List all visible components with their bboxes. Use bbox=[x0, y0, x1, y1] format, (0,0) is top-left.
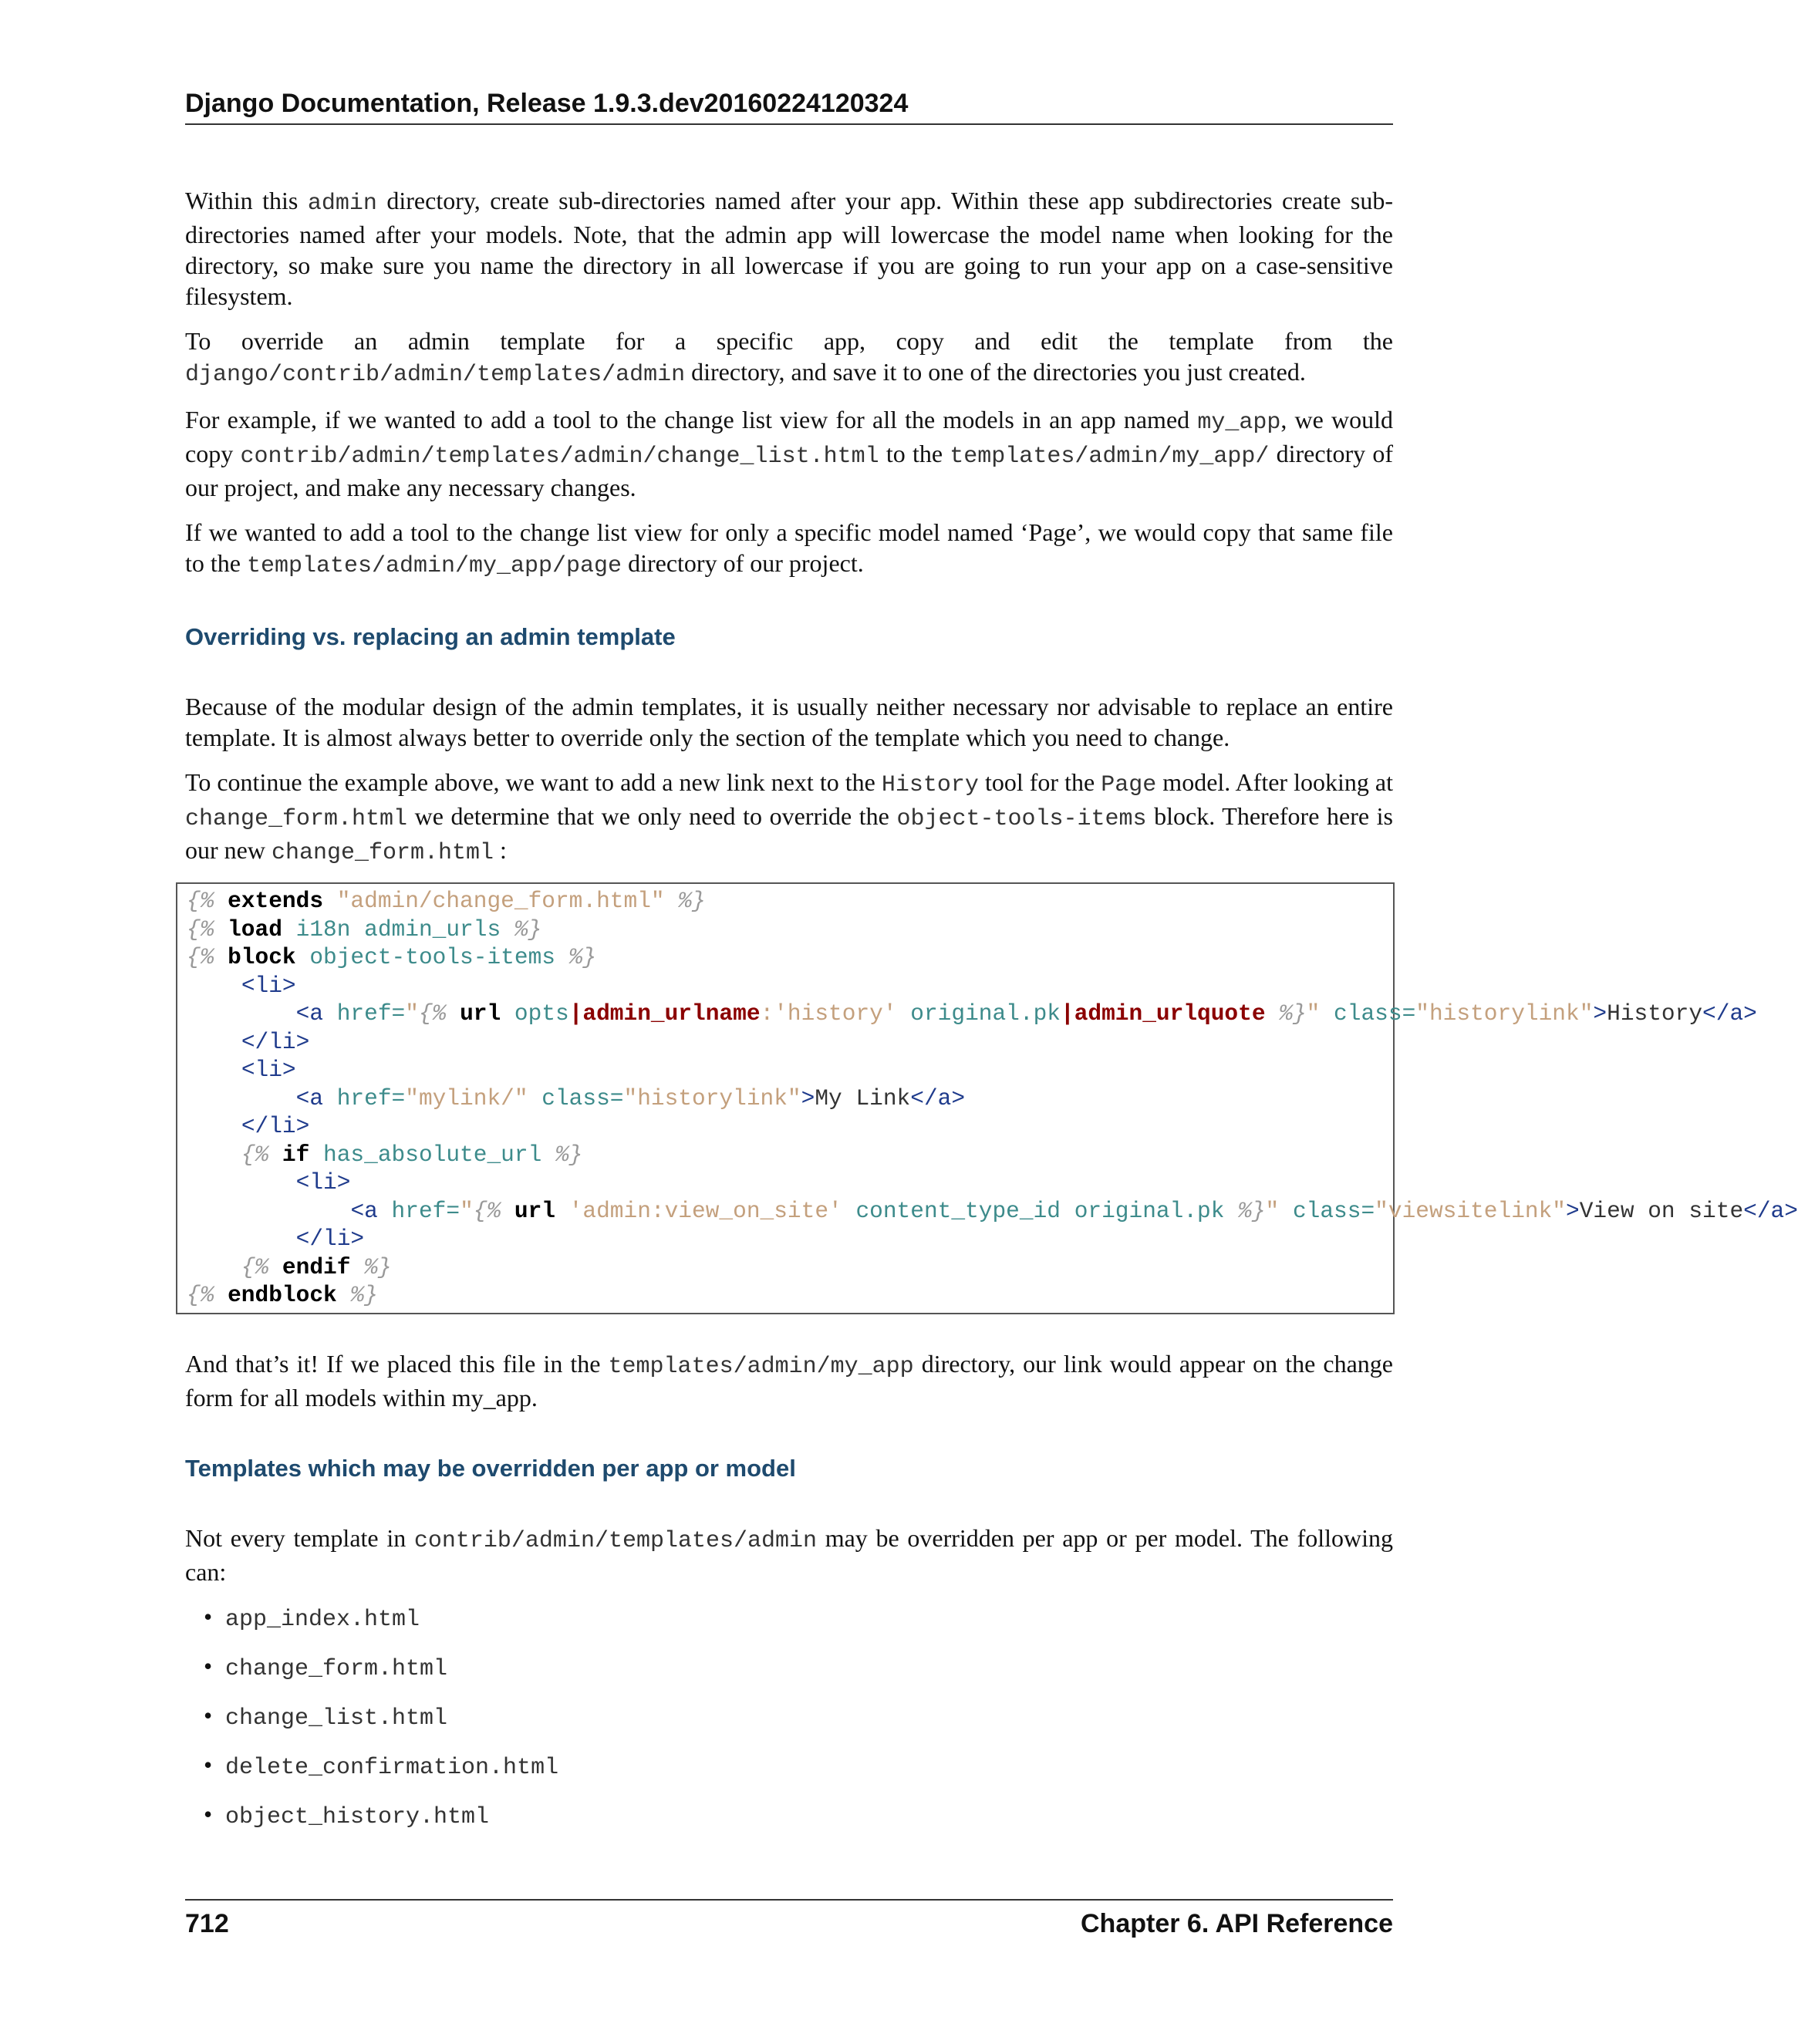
bullet: • bbox=[204, 1651, 213, 1680]
list-item: • delete_confirmation.html bbox=[204, 1750, 559, 1781]
code-line: {% load i18n admin_urls %} bbox=[187, 916, 542, 943]
code-line: </li> bbox=[295, 1226, 365, 1252]
code-line: {% endif %} bbox=[241, 1253, 392, 1280]
code-line: <a href="mylink/" class="historylink">My Link</a> bbox=[295, 1084, 966, 1111]
inline-code: templates/admin/my_app/ bbox=[950, 444, 1270, 470]
code-block-change-form bbox=[176, 882, 1798, 1314]
code-line: </li> bbox=[241, 1028, 310, 1055]
list-item: • app_index.html bbox=[204, 1602, 420, 1633]
code-line: <li> bbox=[241, 1057, 296, 1083]
code-line: {% endblock %} bbox=[187, 1282, 378, 1308]
code-line: <a href="{% url 'admin:view_on_site' content_type_id original.pk %}" class="viewsitelink">View on site</a> bbox=[350, 1197, 1798, 1224]
paragraph-not-every-template: Not every template in contrib/admin/templates/admin may be overridden per app or per model. The following can: bbox=[185, 1523, 1394, 1586]
inline-code: change_form.html bbox=[271, 840, 494, 866]
inline-code: object-tools-items bbox=[896, 806, 1147, 832]
paragraph-modular-design: Because of the modular design of the admin templates, it is usually neither necessary nor advisable to replace an entire template. It is almost always better to override only the section of the template which you need to change. bbox=[185, 693, 1393, 751]
chapter-title: Chapter 6. API Reference bbox=[1081, 1909, 1393, 1938]
inline-code: django/contrib/admin/templates/admin bbox=[185, 362, 686, 388]
section-heading-templates-overridable: Templates which may be overridden per app or model bbox=[185, 1454, 796, 1482]
bullet: • bbox=[204, 1799, 213, 1828]
running-header: Django Documentation, Release 1.9.3.dev20160224120324 bbox=[185, 86, 1393, 125]
code-line: <a href="{% url opts|admin_urlname:'history' original.pk|admin_urlquote %}" class="historylink">History</a> bbox=[295, 1000, 1757, 1027]
inline-code: contrib/admin/templates/admin bbox=[413, 1527, 817, 1554]
paragraph-directory-structure: Within this admin directory, create sub-directories named after your app. Within these app subdirectories create sub-directories named after your models. Note, that the admin app will lowercase the model name when looking for the directory, so make sure you name the directory in all lowercase if you are going to run your app on a case-sensitive filesystem. bbox=[185, 187, 1394, 310]
list-item: • object_history.html bbox=[204, 1799, 490, 1830]
paragraph-example-app: For example, if we wanted to add a tool to the change list view for all the models in an app named my_app, we would copy contrib/admin/templates/admin/change_list.html to the templates/admin/my_app/ directory of our project, and make any necessary changes. bbox=[185, 406, 1394, 501]
paragraph-thats-it: And that’s it! If we placed this file in the templates/admin/my_app directory, our link would appear on the change form for all models within my_app. bbox=[185, 1349, 1394, 1412]
paragraph-example-model: If we wanted to add a tool to the change list view for only a specific model named ‘Page’, we would copy that same file to the templates/admin/my_app/page directory of our project. bbox=[185, 518, 1393, 579]
running-footer bbox=[185, 1899, 1393, 1941]
page-number: 712 bbox=[185, 1909, 229, 1938]
code-line: {% if has_absolute_url %} bbox=[241, 1141, 583, 1168]
inline-code: my_app bbox=[1197, 410, 1281, 436]
code-line: {% extends "admin/change_form.html" %} bbox=[187, 888, 706, 914]
inline-code: Page bbox=[1101, 772, 1157, 798]
inline-code: History bbox=[881, 772, 979, 798]
bullet: • bbox=[204, 1750, 213, 1779]
bullet: • bbox=[204, 1602, 213, 1631]
list-item: • change_list.html bbox=[204, 1701, 448, 1732]
page-content bbox=[185, 185, 1798, 1848]
inline-code: admin bbox=[307, 191, 377, 217]
code-line: <li> bbox=[295, 1169, 351, 1196]
bullet: • bbox=[204, 1701, 213, 1729]
inline-code: templates/admin/my_app/page bbox=[246, 553, 622, 579]
code-line: {% block object-tools-items %} bbox=[187, 944, 597, 970]
inline-code: templates/admin/my_app bbox=[608, 1353, 914, 1380]
overridable-templates-list bbox=[185, 1601, 1393, 1833]
inline-code: change_form.html bbox=[185, 806, 408, 832]
code-line: </li> bbox=[241, 1113, 310, 1139]
inline-code: contrib/admin/templates/admin/change_list.html bbox=[240, 444, 879, 470]
code-line: <li> bbox=[241, 972, 296, 999]
paragraph-continue-example: To continue the example above, we want to add a new link next to the History tool for the Page model. After looking at change_form.html we determine that we only need to override the object-tools-items block. Therefore here is our new change_form.html : bbox=[185, 768, 1394, 866]
list-item: • change_form.html bbox=[204, 1651, 448, 1682]
paragraph-override-copy: To override an admin template for a specific app, copy and edit the template from the django/contrib/admin/templates/admin directory, and save it to one of the directories you just created. bbox=[185, 327, 1393, 388]
section-heading-overriding: Overriding vs. replacing an admin template bbox=[185, 623, 676, 650]
